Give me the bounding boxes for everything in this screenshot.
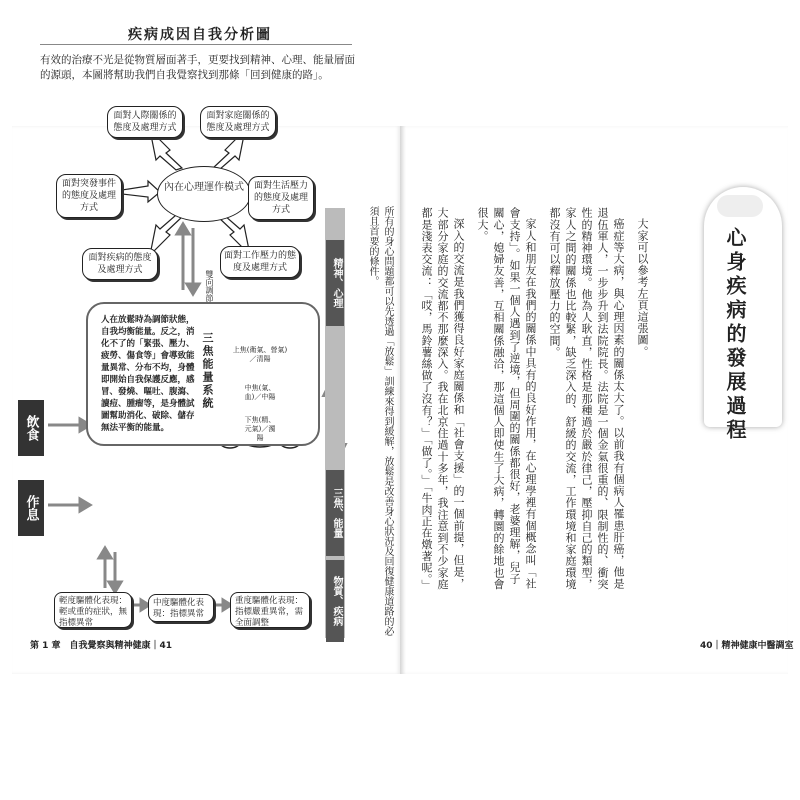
node-mild: 輕度驅體化表現：輕或重的症狀，無指標異常 bbox=[54, 592, 132, 628]
right-footer: 40｜精神健康中醫調室 bbox=[700, 641, 794, 651]
figure-middle-label: 中焦(氣、血)／中陽 bbox=[244, 384, 276, 401]
node-severe: 重度驅體化表現：指標嚴重異常，需全面調整 bbox=[230, 592, 310, 628]
level-spirit: 精神、心理 bbox=[326, 240, 344, 326]
paragraph: 深入的交流是我們獲得良好家庭關係和「社會支援」的一個前提，但是，大部分家庭的交流都不那麼深入。我在北京住過十多年，我注意到不少家庭都是淺表交流：「哎，馬鈴薯絲做了沒有？」「做了。」「牛肉正在燉著呢。」 bbox=[420, 207, 465, 591]
node-work-pressure: 面對工作壓力的態度及處理方式 bbox=[220, 246, 300, 278]
paragraph: 大家可以參考左頁這張圖。 bbox=[636, 218, 649, 358]
node-illness: 面對疾病的態度及處理方式 bbox=[82, 248, 158, 280]
chapter-title: 心身疾病的發展過程 bbox=[723, 227, 747, 443]
body-energy-text: 人在放鬆時為調節狀態，自我均衡能量。反之，消化不了的「緊張、壓力、疲勞、傷食等」會導致能量異常、分布不均，身體即開始自我保護反應，感冒、發燒、嘔吐、腹瀉、讀痘、腫瘤等，是身體試圖幫助消化、破除、儲存無法平衡的能量。 bbox=[101, 315, 195, 433]
figure-lower-label: 下焦(精、元氣)／濁陽 bbox=[244, 416, 276, 442]
paragraph: 家人和朋友在我們的關係中具有的良好作用，在心理學裡有個概念叫「社會支持」。如果一個人遇到了逆境，但周圍的關係都很好，老婆理解，兒子關心，媳婦友善，互相關係融洽，那這個人即使生了大病，轉圜的餘地也會很大。 bbox=[476, 207, 537, 590]
tab-diet: 飲食 bbox=[18, 400, 44, 456]
arrow-sudden bbox=[122, 181, 160, 202]
level-matter: 物質、疾病 bbox=[326, 560, 344, 642]
diagram-title: 疾病成因自我分析圖 bbox=[128, 27, 272, 43]
left-footer: 第 1 章 自我覺察與精神健康｜41 bbox=[30, 641, 173, 651]
body-text bbox=[418, 207, 650, 591]
diagram-intro: 有效的治療不光是從物質層面著手，更要找到精神、心理、能量層面的源頭，本圖將幫助我們自我覺察找到那條「回到健康的路」。 bbox=[40, 54, 355, 81]
level-energy: 三焦、能量 bbox=[326, 470, 344, 556]
paragraph: 癌症等大病，與心理因素的關係太大了。以前我有個病人罹患肝癌，他是退伍軍人，一步步升到法院院長。法院是一個金氣很重的、限制性的、衝突性的精神環境。他為人耿直，性格是那種過於嚴於律己，壓抑自己的類型，家人之間的關係也比較緊，缺乏深入的、舒緩的交流，工作環境和家庭環境都沒有可以釋放壓力的空間。 bbox=[548, 207, 625, 590]
node-moderate: 中度驅體化表現：指標異常 bbox=[148, 594, 214, 622]
regulate-label: 雙向調節 bbox=[205, 270, 214, 302]
node-life-pressure: 面對生活壓力的態度及處理方式 bbox=[248, 176, 314, 220]
node-interpersonal: 面對人際關係的態度及處理方式 bbox=[107, 106, 183, 138]
relaxation-note: 所有的身心問題都可以先透過「放鬆」訓練來得到緩解，放鬆是改善身心狀況及回復健康道路的必須且首要的條件。 bbox=[367, 206, 393, 636]
node-family: 面對家庭關係的態度及處理方式 bbox=[200, 106, 276, 138]
center-node-mental-model: 內在心理運作模式 bbox=[157, 166, 251, 222]
node-sudden: 面對突發事件的態度及處理方式 bbox=[56, 174, 122, 218]
tab-rest: 作息 bbox=[18, 480, 44, 536]
sanjiao-label: 三焦能量系統 bbox=[201, 332, 214, 410]
figure-upper-label: 上焦(衛氣、營氣)／清陽 bbox=[232, 346, 288, 363]
title-tab-decoration bbox=[717, 195, 763, 217]
